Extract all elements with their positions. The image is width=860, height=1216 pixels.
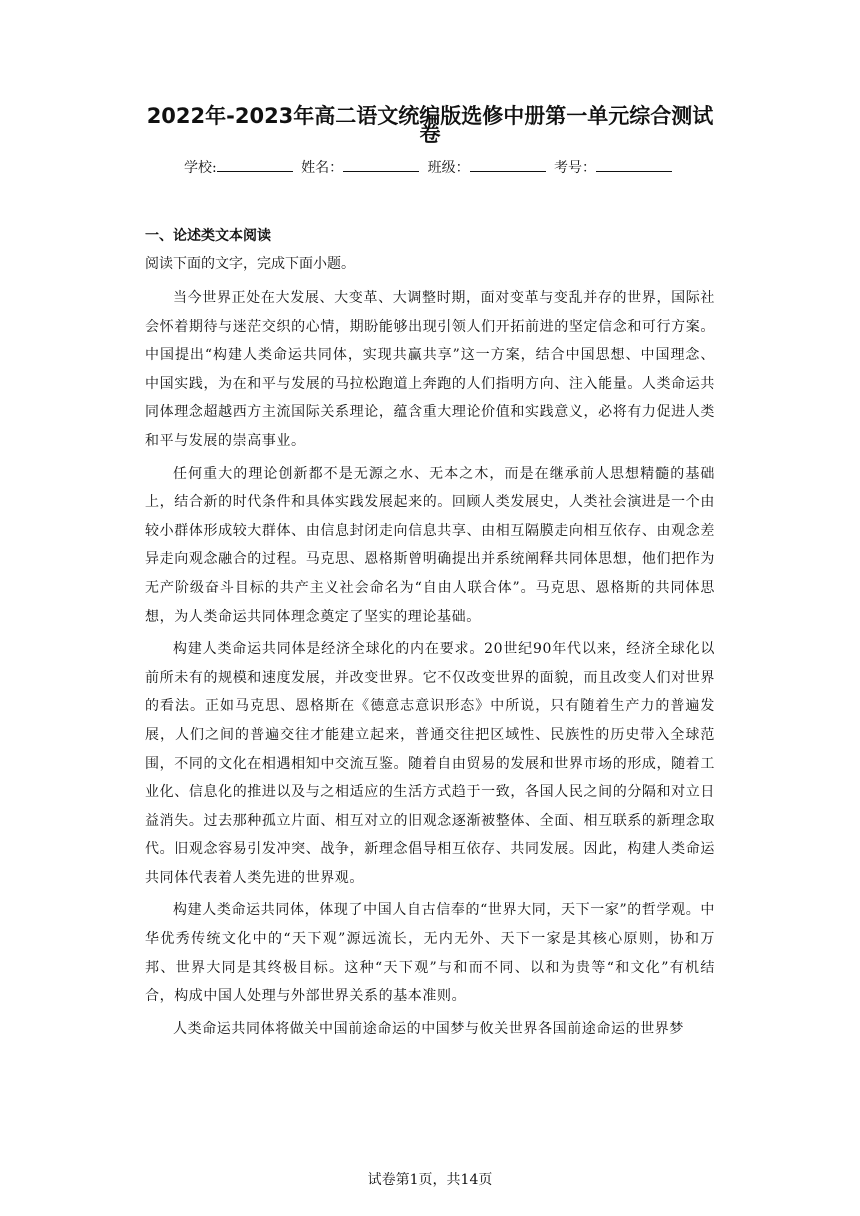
name-blank[interactable] bbox=[343, 157, 419, 172]
passage-paragraph-4: 构建人类命运共同体，体现了中国人自古信奉的“世界大同，天下一家”的哲学观。中华优秀传统文化中的“天下观”源远流长，无内无外、天下一家是其核心原则，协和万邦、世界大同是其终极目标。这种“天下观”与和而不同、以和为贵等“和文化”有机结合，构成中国人处理与外部世界关系的基本准则。 bbox=[145, 902, 715, 1005]
exam-number-blank[interactable] bbox=[596, 157, 672, 172]
passage-paragraph-2: 任何重大的理论创新都不是无源之水、无本之木，而是在继承前人思想精髓的基础上，结合新的时代条件和具体实践发展起来的。回顾人类发展史，人类社会演进是一个由较小群体形成较大群体、由信息封闭走向信息共享、由相互隔膜走向相互依存、由观念差异走向观念融合的过程。马克思、恩格斯曾明确提出并系统阐释共同体思想，他们把作为无产阶级奋斗目标的共产主义社会命名为“自由人联合体”。马克思、恩格斯的共同体思想，为人类命运共同体理念奠定了坚实的理论基础。 bbox=[145, 465, 715, 625]
exam-title-line1: 2022年-2023年高二语文统编版选修中册第一单元综合测试 bbox=[146, 104, 714, 128]
reading-passage bbox=[145, 284, 715, 1047]
exam-title-line2: 卷 bbox=[419, 122, 441, 146]
passage-paragraph-3: 构建人类命运共同体是经济全球化的内在要求。20世纪90年代以来，经济全球化以前所未有的规模和速度发展，并改变世界。它不仅改变世界的面貌，而且改变人们对世界的看法。正如马克思、恩格斯在《德意志意识形态》中所说，只有随着生产力的普遍发展，人们之间的普遍交往才能建立起来，普通交往把区域性、民族性的历史带入全球范围，不同的文化在相遇相知中交流互鉴。随着自由贸易的发展和世界市场的形成，随着工业化、信息化的推进以及与之相适应的生活方式趋于一致，各国人民之间的分隔和对立日益消失。过去那种孤立片面、相互对立的旧观念逐渐被整体、全面、相互联系的新理念取代。旧观念容易引发冲突、战争，新理念倡导相互依存、共同发展。因此，构建人类命运共同体代表着人类先进的世界观。 bbox=[145, 641, 715, 886]
class-label: 班级： bbox=[427, 160, 470, 176]
exam-number-label: 考号： bbox=[554, 160, 597, 176]
name-label: 姓名： bbox=[301, 160, 344, 176]
section-instruction: 阅读下面的文字，完成下面小题。 bbox=[145, 256, 355, 272]
passage-paragraph-5: 人类命运共同体将做关中国前途命运的中国梦与攸关世界各国前途命运的世界梦 bbox=[173, 1020, 684, 1037]
class-blank[interactable] bbox=[470, 157, 546, 172]
passage-paragraph-1: 当今世界正处在大发展、大变革、大调整时期，面对变革与变乱并存的世界，国际社会怀着期待与迷茫交织的心情，期盼能够出现引领人们开拓前进的坚定信念和可行方案。中国提出“构建人类命运共同体，实现共赢共享”这一方案，结合中国思想、中国理念、中国实践，为在和平与发展的马拉松跑道上奔跑的人们指明方向、注入能量。人类命运共同体理念超越西方主流国际关系理论，蕴含重大理论价值和实践意义，必将有力促进人类和平与发展的崇高事业。 bbox=[145, 290, 715, 449]
school-label: 学校: bbox=[183, 160, 217, 176]
page-footer: 试卷第1页，共14页 bbox=[367, 1172, 493, 1188]
school-blank[interactable] bbox=[217, 157, 293, 172]
student-info-row bbox=[0, 156, 860, 180]
section-heading: 一、论述类文本阅读 bbox=[145, 228, 271, 244]
